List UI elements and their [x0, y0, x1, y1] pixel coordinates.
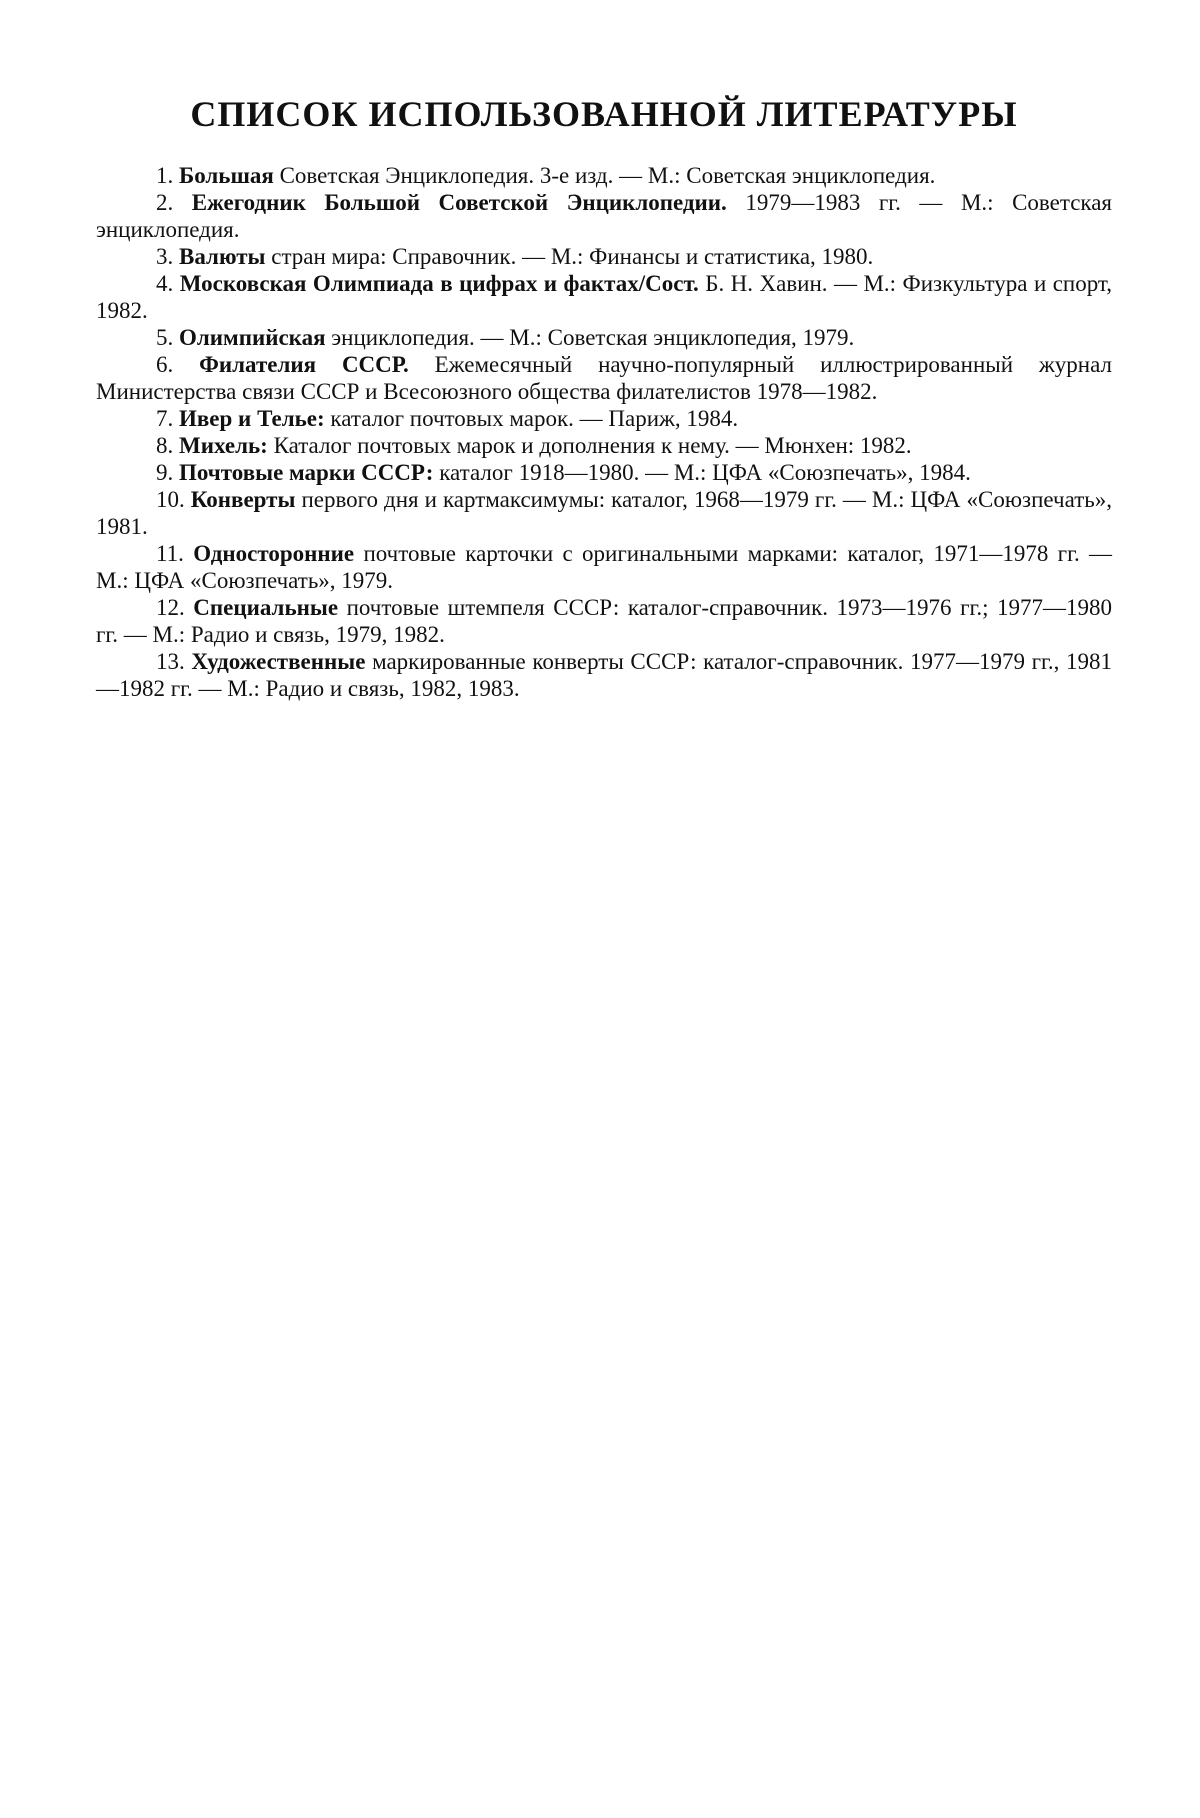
reference-text: каталог почтовых марок. — Париж, 1984. — [330, 406, 739, 431]
reference-title: Ежегодник Большой Советской Энциклопедии. — [191, 190, 727, 215]
reference-title: Художественные — [191, 649, 366, 674]
reference-title: Валюты — [179, 244, 266, 269]
reference-item-13 — [96, 648, 1112, 702]
reference-number: 1. — [156, 163, 174, 188]
reference-text: первого дня и картмаксимумы: каталог, 1968—1979 гг. — М.: ЦФА «Союзпечать», 1981. — [96, 487, 1113, 539]
reference-item-8 — [96, 432, 1112, 459]
reference-item-1 — [96, 162, 1112, 189]
reference-number: 11. — [156, 541, 184, 566]
reference-list — [96, 162, 1112, 702]
reference-item-10 — [96, 486, 1112, 540]
reference-text: Каталог почтовых марок и дополнения к нему. — Мюнхен: 1982. — [273, 433, 912, 458]
reference-number: 8. — [156, 433, 174, 458]
reference-title: Московская Олимпиада в цифрах и фактах/Сост. — [179, 271, 699, 296]
reference-title: Михель: — [179, 433, 268, 458]
reference-number: 2. — [156, 190, 174, 215]
reference-title: Конверты — [190, 487, 296, 512]
reference-title: Филателия СССР. — [199, 352, 409, 377]
reference-number: 12. — [156, 595, 185, 620]
reference-text: 1979—1983 гг. — М.: Советская энциклопедия. — [96, 190, 1113, 242]
reference-title: Односторонние — [193, 541, 355, 566]
reference-item-2 — [96, 189, 1112, 243]
reference-text: стран мира: Справочник. — М.: Финансы и статистика, 1980. — [271, 244, 874, 269]
reference-text: Советская Энциклопедия. 3-е изд. — М.: Советская энциклопедия. — [279, 163, 936, 188]
reference-text: каталог 1918—1980. — М.: ЦФА «Союзпечать», 1984. — [439, 460, 971, 485]
reference-text: маркированные конверты СССР: каталог-справочник. 1977—1979 гг., 1981—1982 гг. — М.: Радио и связь, 1982, 1983. — [96, 649, 1113, 701]
page-title: СПИСОК ИСПОЛЬЗОВАННОЙ ЛИТЕРАТУРЫ — [190, 94, 1018, 134]
reference-title: Ивер и Телье: — [179, 406, 325, 431]
reference-number: 13. — [156, 649, 185, 674]
reference-number: 7. — [156, 406, 174, 431]
reference-item-6 — [96, 351, 1112, 405]
reference-title: Большая — [179, 163, 274, 188]
reference-text: Б. Н. Хавин. — М.: Физкультура и спорт, 1982. — [96, 271, 1113, 323]
reference-text: Ежемесячный научно-популярный иллюстрированный журнал Министерства связи СССР и Всесоюзного общества филателистов 1978—1982. — [96, 352, 1112, 404]
reference-item-5 — [96, 324, 1112, 351]
reference-title: Олимпийская — [179, 325, 326, 350]
reference-item-11 — [96, 540, 1112, 594]
reference-number: 4. — [156, 271, 174, 296]
reference-title: Специальные — [193, 595, 339, 620]
reference-number: 5. — [156, 325, 174, 350]
reference-item-4 — [96, 270, 1112, 324]
reference-item-9 — [96, 459, 1112, 486]
reference-item-7 — [96, 405, 1112, 432]
reference-number: 3. — [156, 244, 174, 269]
reference-item-3 — [96, 243, 1112, 270]
reference-text: почтовые карточки с оригинальными марками: каталог, 1971—1978 гг. — М.: ЦФА «Союзпечать», 1979. — [96, 541, 1112, 593]
reference-number: 9. — [156, 460, 174, 485]
reference-text: энциклопедия. — М.: Советская энциклопедия, 1979. — [331, 325, 855, 350]
reference-number: 10. — [156, 487, 185, 512]
reference-text: почтовые штемпеля СССР: каталог-справочник. 1973—1976 гг.; 1977—1980 гг. — М.: Радио и связь, 1979, 1982. — [96, 595, 1113, 647]
reference-number: 6. — [156, 352, 174, 377]
reference-item-12 — [96, 594, 1112, 648]
reference-title: Почтовые марки СССР: — [179, 460, 434, 485]
